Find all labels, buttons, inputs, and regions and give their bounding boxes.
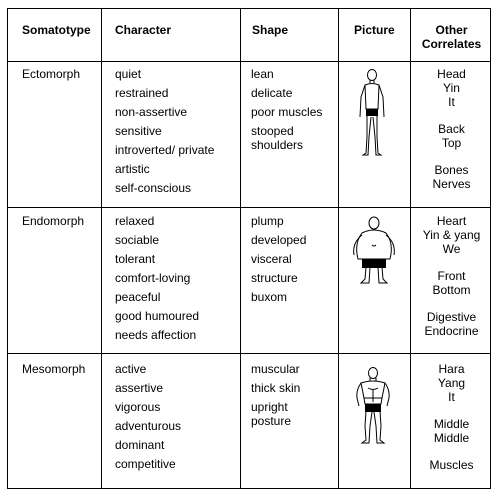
correlate-item: Middle [433, 431, 470, 445]
character-list [115, 214, 199, 347]
correlate-item: It [448, 390, 455, 404]
list-item: adventurous [115, 419, 182, 433]
somatotype-table [7, 8, 491, 489]
correlates-endomorph [411, 214, 492, 338]
list-item: thick skin [251, 381, 301, 395]
correlate-item: Top [441, 136, 462, 150]
list-item: structure [251, 271, 298, 285]
list-item: sensitive [115, 124, 162, 138]
list-item: upright [251, 400, 288, 414]
shape-list [251, 67, 322, 152]
header-other-line: Other [435, 23, 468, 37]
somatotype-endomorph: Endomorph [22, 214, 85, 228]
correlates-ectomorph [411, 67, 492, 191]
correlate-item: We [442, 242, 461, 256]
correlate-item: Yang [437, 376, 466, 390]
correlate-item: Front [437, 269, 466, 283]
correlate-item: Heart [436, 214, 467, 228]
header-character: Character [115, 23, 172, 37]
muscular-man-figure-icon [352, 366, 394, 446]
correlate-item: It [448, 95, 455, 109]
list-item: comfort-loving [115, 271, 191, 285]
list-item: poor muscles [251, 105, 323, 119]
list-item: lean [251, 67, 274, 81]
list-item: relaxed [115, 214, 155, 228]
list-item: active [115, 362, 147, 376]
character-list [115, 67, 214, 200]
shape-list [251, 214, 306, 309]
list-item: needs affection [115, 328, 197, 342]
list-item: muscular [251, 362, 300, 376]
list-item: stooped [251, 124, 294, 138]
correlate-item: Bottom [432, 283, 471, 297]
column-divider [101, 9, 102, 488]
list-item: shoulders [251, 138, 304, 152]
correlate-item: Nerves [432, 177, 471, 191]
header-correlates-line: Correlates [421, 37, 482, 51]
list-item: non-assertive [115, 105, 188, 119]
list-item: introverted/ private [115, 143, 215, 157]
list-item: vigorous [115, 400, 161, 414]
list-item: restrained [115, 86, 169, 100]
list-item: sociable [115, 233, 160, 247]
list-item: peaceful [115, 290, 161, 304]
correlate-item: Muscles [429, 458, 474, 472]
correlate-item: Head [437, 67, 466, 81]
row-divider [8, 353, 490, 354]
list-item: developed [251, 233, 307, 247]
list-item: posture [251, 414, 292, 428]
list-item: dominant [115, 438, 165, 452]
character-list [115, 362, 181, 476]
correlate-item: Bones [434, 163, 469, 177]
header-shape: Shape [252, 23, 289, 37]
list-item: quiet [115, 67, 142, 81]
list-item: plump [251, 214, 284, 228]
header-somatotype: Somatotype [22, 23, 91, 37]
list-item: good humoured [115, 309, 200, 323]
column-divider [240, 9, 241, 488]
header-picture: Picture [354, 23, 395, 37]
list-item: self-conscious [115, 181, 192, 195]
correlate-item: Yin & yang [422, 228, 481, 242]
header-other-correlates [411, 23, 492, 51]
correlate-item: Yin [443, 81, 460, 95]
list-item: competitive [115, 457, 176, 471]
correlate-item: Hara [438, 362, 465, 376]
correlate-item: Endocrine [424, 324, 479, 338]
thin-man-figure-icon [354, 67, 390, 159]
column-divider [338, 9, 339, 488]
list-item: artistic [115, 162, 150, 176]
row-divider [8, 207, 490, 208]
list-item: tolerant [115, 252, 156, 266]
list-item: assertive [115, 381, 164, 395]
correlate-item: Digestive [426, 310, 477, 324]
somatotype-mesomorph: Mesomorph [22, 362, 86, 376]
correlates-mesomorph [411, 362, 492, 472]
list-item: buxom [251, 290, 288, 304]
list-item: delicate [251, 86, 293, 100]
plump-man-figure-icon [348, 215, 400, 287]
list-item: visceral [251, 252, 292, 266]
correlate-item: Back [438, 122, 465, 136]
correlate-item: Middle [433, 417, 470, 431]
somatotype-ectomorph: Ectomorph [22, 67, 81, 81]
shape-list [251, 362, 300, 428]
row-divider [8, 61, 490, 62]
